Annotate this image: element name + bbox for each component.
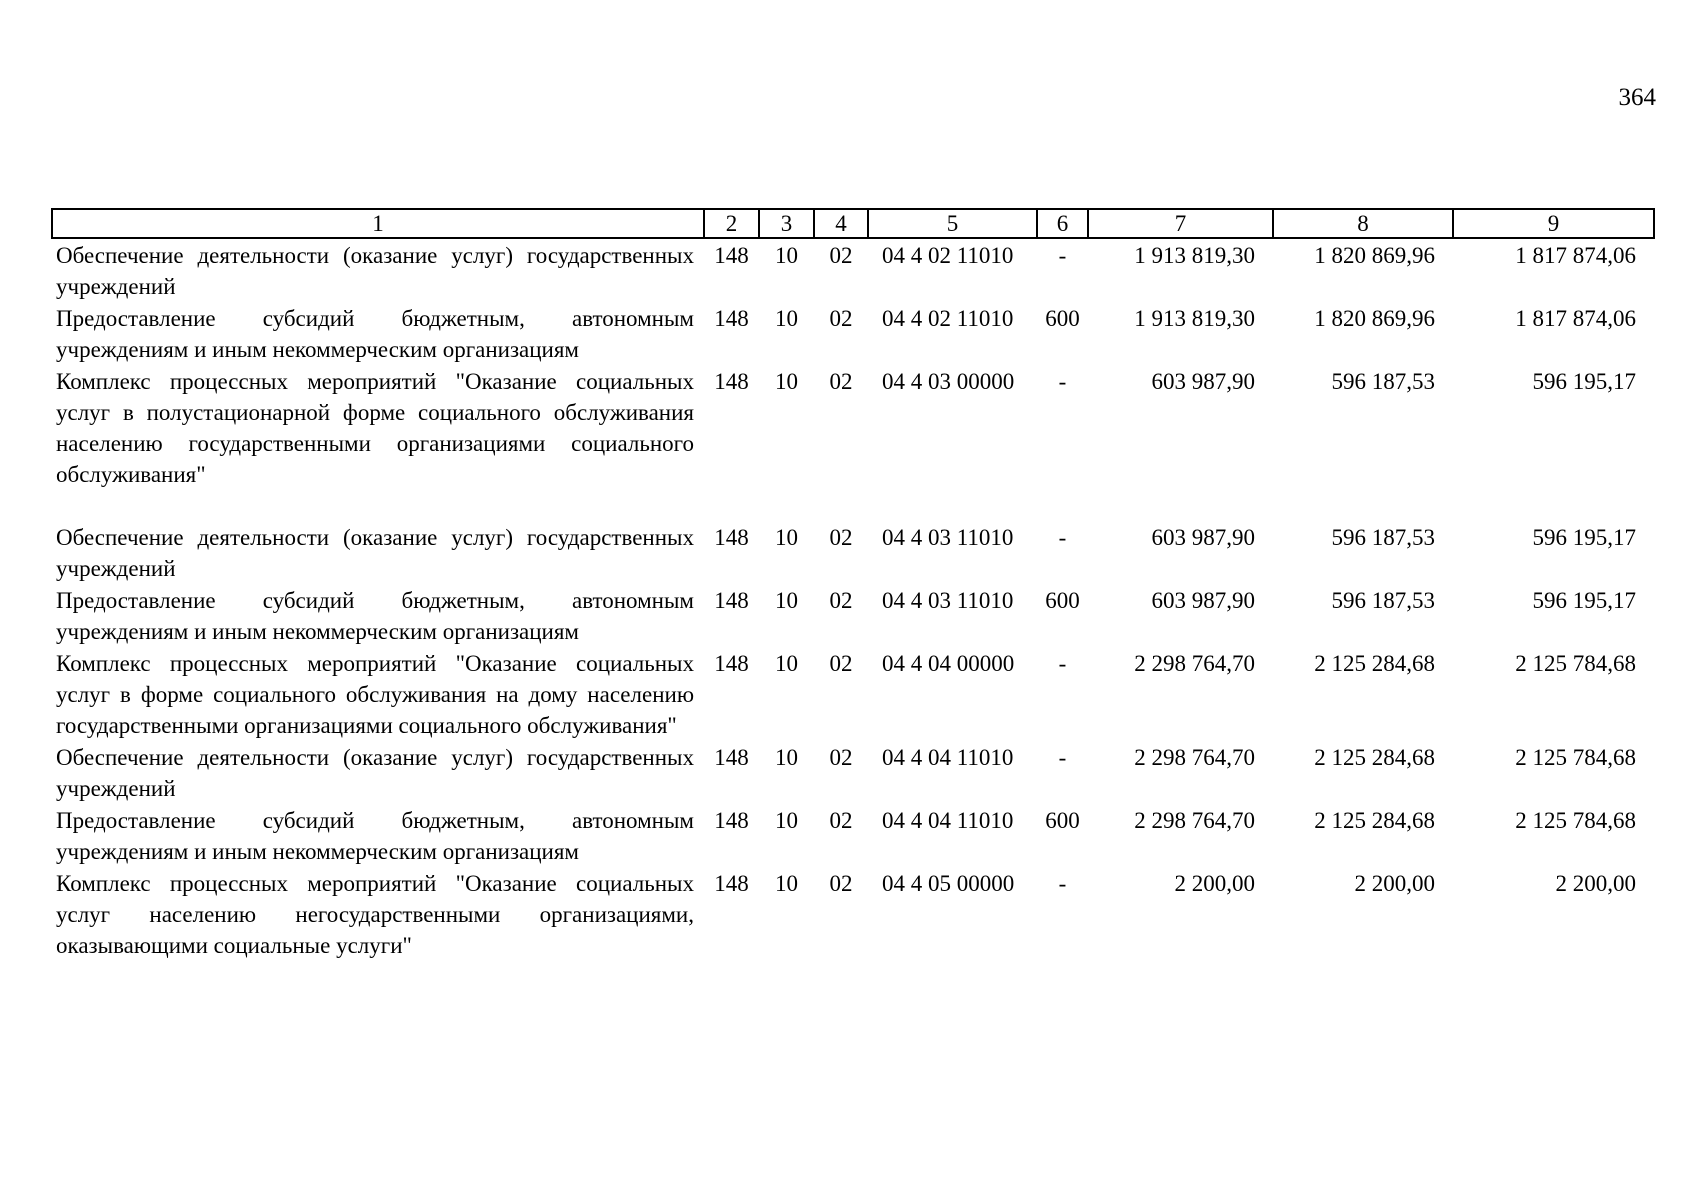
cell-col4: 02 xyxy=(829,871,853,896)
cell-col8: 2 200,00 xyxy=(1354,871,1435,896)
cell-col2: 148 xyxy=(714,243,749,268)
cell-col3: 10 xyxy=(775,525,798,550)
cell-col3: 10 xyxy=(775,243,798,268)
cell-col9: 2 125 784,68 xyxy=(1515,808,1636,833)
cell-col5: 04 4 05 00000 xyxy=(882,871,1015,896)
header-cell: 7 xyxy=(1088,209,1273,238)
spacer-row xyxy=(52,490,1654,521)
table-row xyxy=(52,804,1654,867)
header-cell: 9 xyxy=(1453,209,1654,238)
table-row xyxy=(52,647,1654,741)
cell-col6: - xyxy=(1058,369,1067,394)
cell-col8: 2 125 284,68 xyxy=(1314,745,1435,770)
cell-col9: 596 195,17 xyxy=(1532,369,1636,394)
cell-col4: 02 xyxy=(829,745,853,770)
cell-col2: 148 xyxy=(714,369,749,394)
cell-col9: 1 817 874,06 xyxy=(1515,243,1636,268)
cell-col2: 148 xyxy=(714,525,749,550)
cell-col3: 10 xyxy=(775,588,798,613)
header-row xyxy=(52,209,1654,238)
spacer-cell xyxy=(52,490,1654,521)
header-cell: 3 xyxy=(759,209,814,238)
header-cell: 4 xyxy=(814,209,868,238)
budget-table xyxy=(51,208,1655,961)
cell-col8: 1 820 869,96 xyxy=(1314,243,1435,268)
cell-col5: 04 4 04 11010 xyxy=(882,745,1014,770)
table-row xyxy=(52,302,1654,365)
cell-col3: 10 xyxy=(775,651,798,676)
cell-col2: 148 xyxy=(714,588,749,613)
cell-col5: 04 4 02 11010 xyxy=(882,306,1014,331)
cell-col6: 600 xyxy=(1045,808,1080,833)
row-name: Предоставление субсидий бюджетным, автономным учреждениям и иным некоммерческим организациям xyxy=(56,588,694,644)
cell-col2: 148 xyxy=(714,306,749,331)
cell-col6: 600 xyxy=(1045,306,1080,331)
cell-col2: 148 xyxy=(714,871,749,896)
row-name: Обеспечение деятельности (оказание услуг) государственных учреждений xyxy=(56,243,694,299)
cell-col6: - xyxy=(1058,871,1067,896)
cell-col5: 04 4 02 11010 xyxy=(882,243,1014,268)
cell-col4: 02 xyxy=(829,588,853,613)
cell-col7: 1 913 819,30 xyxy=(1134,306,1255,331)
row-name: Комплекс процессных мероприятий "Оказание социальных услуг в форме социального обслуживания на дому населению государственными организациями социального обслуживания" xyxy=(56,651,694,738)
cell-col7: 1 913 819,30 xyxy=(1134,243,1255,268)
cell-col4: 02 xyxy=(829,306,853,331)
cell-col6: 600 xyxy=(1045,588,1080,613)
cell-col2: 148 xyxy=(714,745,749,770)
cell-col8: 2 125 284,68 xyxy=(1314,808,1435,833)
cell-col4: 02 xyxy=(829,243,853,268)
cell-col7: 603 987,90 xyxy=(1151,525,1255,550)
row-name: Предоставление субсидий бюджетным, автономным учреждениям и иным некоммерческим организациям xyxy=(56,808,694,864)
table-row xyxy=(52,238,1654,302)
cell-col4: 02 xyxy=(829,369,853,394)
row-name: Комплекс процессных мероприятий "Оказание социальных услуг в полустационарной форме социального обслуживания населению государственными организациями социального обслуживания" xyxy=(56,369,694,487)
cell-col3: 10 xyxy=(775,808,798,833)
row-name: Обеспечение деятельности (оказание услуг) государственных учреждений xyxy=(56,525,694,581)
table-row xyxy=(52,867,1654,961)
cell-col8: 2 125 284,68 xyxy=(1314,651,1435,676)
table-row xyxy=(52,521,1654,584)
cell-col2: 148 xyxy=(714,651,749,676)
cell-col3: 10 xyxy=(775,369,798,394)
cell-col9: 596 195,17 xyxy=(1532,588,1636,613)
cell-col2: 148 xyxy=(714,808,749,833)
cell-col7: 2 298 764,70 xyxy=(1134,651,1255,676)
cell-col4: 02 xyxy=(829,525,853,550)
cell-col9: 596 195,17 xyxy=(1532,525,1636,550)
cell-col3: 10 xyxy=(775,745,798,770)
cell-col5: 04 4 04 00000 xyxy=(882,651,1015,676)
header-cell: 1 xyxy=(52,209,704,238)
cell-col5: 04 4 04 11010 xyxy=(882,808,1014,833)
cell-col9: 2 200,00 xyxy=(1555,871,1636,896)
cell-col6: - xyxy=(1058,243,1067,268)
page-number: 364 xyxy=(1618,84,1656,111)
row-name: Обеспечение деятельности (оказание услуг) государственных учреждений xyxy=(56,745,694,801)
cell-col8: 1 820 869,96 xyxy=(1314,306,1435,331)
table-row xyxy=(52,584,1654,647)
table-row xyxy=(52,365,1654,490)
header-cell: 8 xyxy=(1273,209,1453,238)
cell-col5: 04 4 03 00000 xyxy=(882,369,1015,394)
cell-col7: 2 298 764,70 xyxy=(1134,745,1255,770)
cell-col6: - xyxy=(1058,745,1067,770)
header-cell: 2 xyxy=(704,209,759,238)
cell-col7: 2 200,00 xyxy=(1174,871,1255,896)
cell-col8: 596 187,53 xyxy=(1331,588,1435,613)
cell-col7: 603 987,90 xyxy=(1151,369,1255,394)
cell-col8: 596 187,53 xyxy=(1331,525,1435,550)
cell-col9: 1 817 874,06 xyxy=(1515,306,1636,331)
cell-col7: 2 298 764,70 xyxy=(1134,808,1255,833)
cell-col6: - xyxy=(1058,651,1067,676)
cell-col3: 10 xyxy=(775,306,798,331)
row-name: Предоставление субсидий бюджетным, автономным учреждениям и иным некоммерческим организациям xyxy=(56,306,694,362)
cell-col4: 02 xyxy=(829,651,853,676)
cell-col9: 2 125 784,68 xyxy=(1515,745,1636,770)
cell-col3: 10 xyxy=(775,871,798,896)
cell-col5: 04 4 03 11010 xyxy=(882,588,1014,613)
cell-col6: - xyxy=(1058,525,1067,550)
cell-col7: 603 987,90 xyxy=(1151,588,1255,613)
cell-col4: 02 xyxy=(829,808,853,833)
row-name: Комплекс процессных мероприятий "Оказание социальных услуг населению негосударственными организациями, оказывающими социальные услуги" xyxy=(56,871,694,958)
cell-col9: 2 125 784,68 xyxy=(1515,651,1636,676)
header-cell: 5 xyxy=(868,209,1037,238)
header-cell: 6 xyxy=(1037,209,1088,238)
table-row xyxy=(52,741,1654,804)
cell-col5: 04 4 03 11010 xyxy=(882,525,1014,550)
cell-col8: 596 187,53 xyxy=(1331,369,1435,394)
